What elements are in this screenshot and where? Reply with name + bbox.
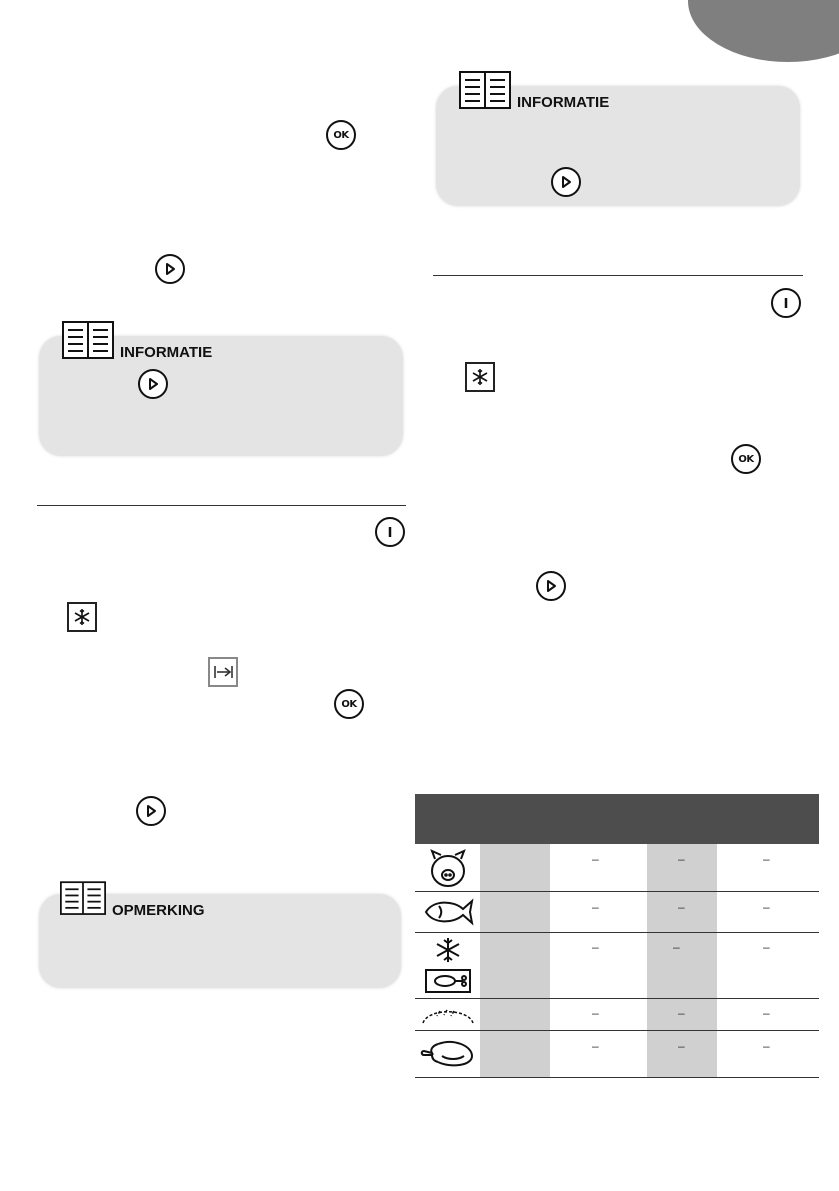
info-box-title: INFORMATIE xyxy=(517,94,610,111)
table-cell: – xyxy=(763,940,770,954)
snowflake-icon xyxy=(67,602,97,632)
table-cell: – xyxy=(592,1039,599,1053)
table-header xyxy=(415,794,819,844)
play-button-icon xyxy=(155,254,185,284)
table-shaded-column xyxy=(480,844,550,1078)
table-cell: – xyxy=(678,900,685,914)
arrow-to-end-icon xyxy=(208,657,238,687)
table-row-divider xyxy=(415,891,819,892)
food-table xyxy=(415,794,819,1078)
fish-icon xyxy=(423,897,475,927)
table-cell: – xyxy=(763,1006,770,1020)
table-cell: – xyxy=(763,852,770,866)
ok-button-icon: OK xyxy=(326,120,356,150)
page-corner-tab xyxy=(688,0,839,62)
table-cell: – xyxy=(763,900,770,914)
table-cell: – xyxy=(678,852,685,866)
table-cell: – xyxy=(678,1039,685,1053)
table-cell: – xyxy=(592,852,599,866)
book-icon xyxy=(60,881,106,917)
table-cell: – xyxy=(592,900,599,914)
table-cell: – xyxy=(673,940,680,954)
table-row-divider xyxy=(415,998,819,999)
ok-button-icon: OK xyxy=(334,689,364,719)
play-button-icon xyxy=(536,571,566,601)
play-button-icon xyxy=(551,167,581,197)
note-box-title: OPMERKING xyxy=(112,902,205,919)
info-box-title: INFORMATIE xyxy=(120,344,213,361)
section-divider xyxy=(37,505,406,506)
section-divider xyxy=(433,275,803,276)
table-row-divider xyxy=(415,1030,819,1031)
table-cell: – xyxy=(592,940,599,954)
power-button-icon xyxy=(771,288,801,318)
play-button-icon xyxy=(138,369,168,399)
table-row-divider xyxy=(415,932,819,933)
ok-button-icon: OK xyxy=(731,444,761,474)
table-cell: – xyxy=(678,1006,685,1020)
table-cell: – xyxy=(763,1039,770,1053)
snowflake-icon xyxy=(465,362,495,392)
play-button-icon xyxy=(136,796,166,826)
frozen-meat-icon xyxy=(423,936,473,996)
table-cell: – xyxy=(592,1006,599,1020)
chicken-icon xyxy=(420,1036,476,1070)
book-icon xyxy=(459,71,511,111)
pig-icon xyxy=(426,849,470,889)
bread-icon xyxy=(420,1003,476,1027)
book-icon xyxy=(62,321,114,361)
power-button-icon xyxy=(375,517,405,547)
table-row-divider xyxy=(415,1077,819,1078)
